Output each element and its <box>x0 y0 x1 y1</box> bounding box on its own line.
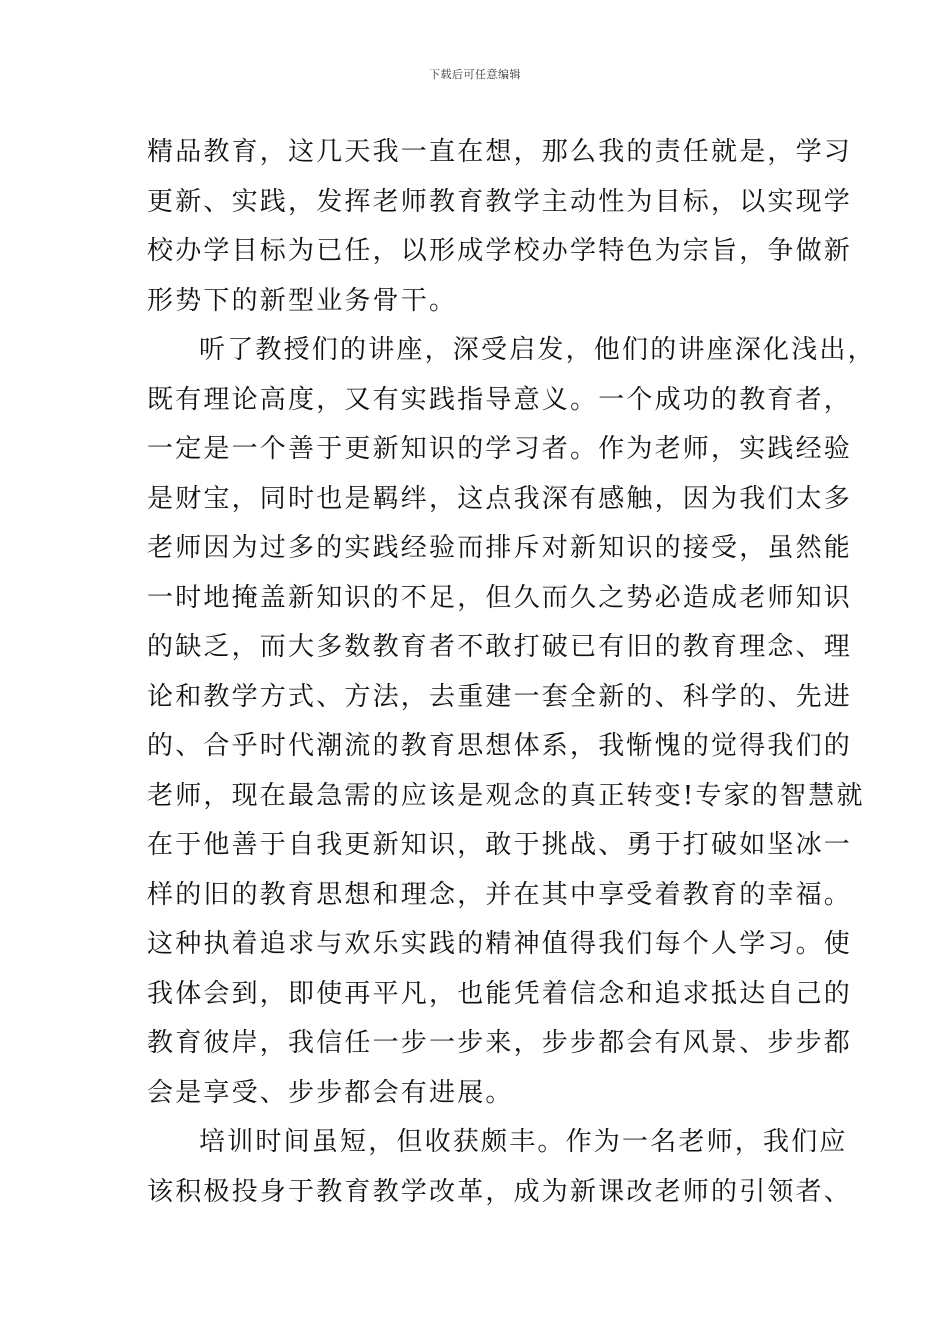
text-line: 精品教育，这几天我一直在想，那么我的责任就是，学习 <box>147 137 853 167</box>
text-line: 这种执着追求与欢乐实践的精神值得我们每个人学习。使 <box>147 929 853 959</box>
text-line: 会是享受、步步都会有进展。 <box>147 1077 514 1108</box>
text-line: 教育彼岸，我信任一步一步来，步步都会有风景、步步都 <box>147 1028 853 1058</box>
text-line: 校办学目标为已任，以形成学校办学特色为宗旨，争做新 <box>147 236 853 266</box>
text-line: 形势下的新型业务骨干。 <box>147 285 458 316</box>
body-text <box>147 128 876 1217</box>
text-line: 在于他善于自我更新知识，敢于挑战、勇于打破如坚冰一 <box>147 830 853 860</box>
text-line: 更新、实践，发挥老师教育教学主动性为目标，以实现学 <box>147 186 853 217</box>
text-line: 我体会到，即使再平凡，也能凭着信念和追求抵达自己的 <box>147 978 853 1009</box>
page-header: 下载后可任意编辑 <box>429 68 521 81</box>
text-line: 样的旧的教育思想和理念，并在其中享受着教育的幸福。 <box>147 879 853 910</box>
text-line: 老师，现在最急需的应该是观念的真正转变!专家的智慧就 <box>147 780 865 811</box>
text-line: 既有理论高度，又有实践指导意义。一个成功的教育者， <box>147 384 853 415</box>
text-line: 一时地掩盖新知识的不足，但久而久之势必造成老师知识 <box>147 582 853 613</box>
text-line: 论和教学方式、方法，去重建一套全新的、科学的、先进 <box>147 681 853 712</box>
text-line: 该积极投身于教育教学改革，成为新课改老师的引领者、 <box>147 1176 853 1207</box>
text-line: 的缺乏，而大多数教育者不敢打破已有旧的教育理念、理 <box>147 632 853 662</box>
paragraph-first-line: 听了教授们的讲座，深受启发，他们的讲座深化浅出， <box>199 335 876 365</box>
text-line: 的、合乎时代潮流的教育思想体系，我惭愧的觉得我们的 <box>147 731 853 761</box>
text-line: 一定是一个善于更新知识的学习者。作为老师，实践经验 <box>147 434 853 464</box>
text-line: 老师因为过多的实践经验而排斥对新知识的接受，虽然能 <box>147 533 853 563</box>
text-line: 是财宝，同时也是羁绊，这点我深有感触，因为我们太多 <box>147 483 853 514</box>
paragraph-first-line: 培训时间虽短，但收获颇丰。作为一名老师，我们应 <box>199 1127 848 1157</box>
